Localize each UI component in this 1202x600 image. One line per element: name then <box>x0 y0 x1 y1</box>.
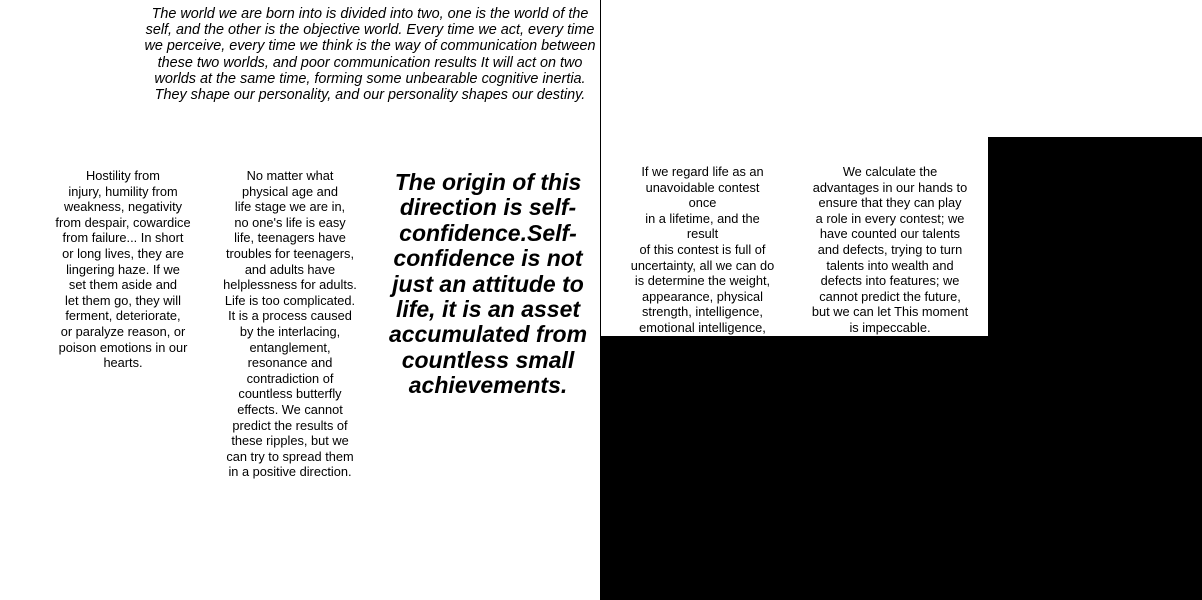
column-hostility: Hostility from injury, humility from weakness, negativity from despair, cowardice from failure... In short or long lives, they are lingering haze. If we set them aside and let them go, they will ferment, deteriorate, or paralyze reason, or poison emotions in our hearts. <box>55 168 191 371</box>
column-advantages: We calculate the advantages in our hands to ensure that they can play a role in every contest; we have counted our talents and defects, trying to turn talents into wealth and defects into features; we cannot predict the future, but we can let This moment is impeccable. <box>811 164 969 335</box>
column-contest: If we regard life as an unavoidable contest once in a lifetime, and the result of this contest is full of uncertainty, all we can do is determine the weight, appearance, physical strength, intelligence, emotional intelligence, and expressiveness in our hands. And endurance... <box>630 164 775 382</box>
highlight-quote: The origin of this direction is self- confidence.Self- confidence is not just an attitude to life, it is an asset accumulated from countless small achievements. <box>388 169 588 399</box>
column-life-stage: No matter what physical age and life stage we are in, no one's life is easy life, teenagers have troubles for teenagers, and adults have helplessness for adults. Life is too complicated. It is a process caused by the interlacing, entanglement, resonance and contradiction of countless butterfly effects. We cannot predict the results of these ripples, but we can try to spread them in a positive direction. <box>223 168 357 480</box>
intro-paragraph: The world we are born into is divided into two, one is the world of the self, and the other is the objective world. Every time we act, every time we perceive, every time we think is the way of communication between these two worlds, and poor communication results It will act on two worlds at the same time, forming some unbearable cognitive inertia. They shape our personality, and our personality shapes our destiny. <box>144 6 596 104</box>
